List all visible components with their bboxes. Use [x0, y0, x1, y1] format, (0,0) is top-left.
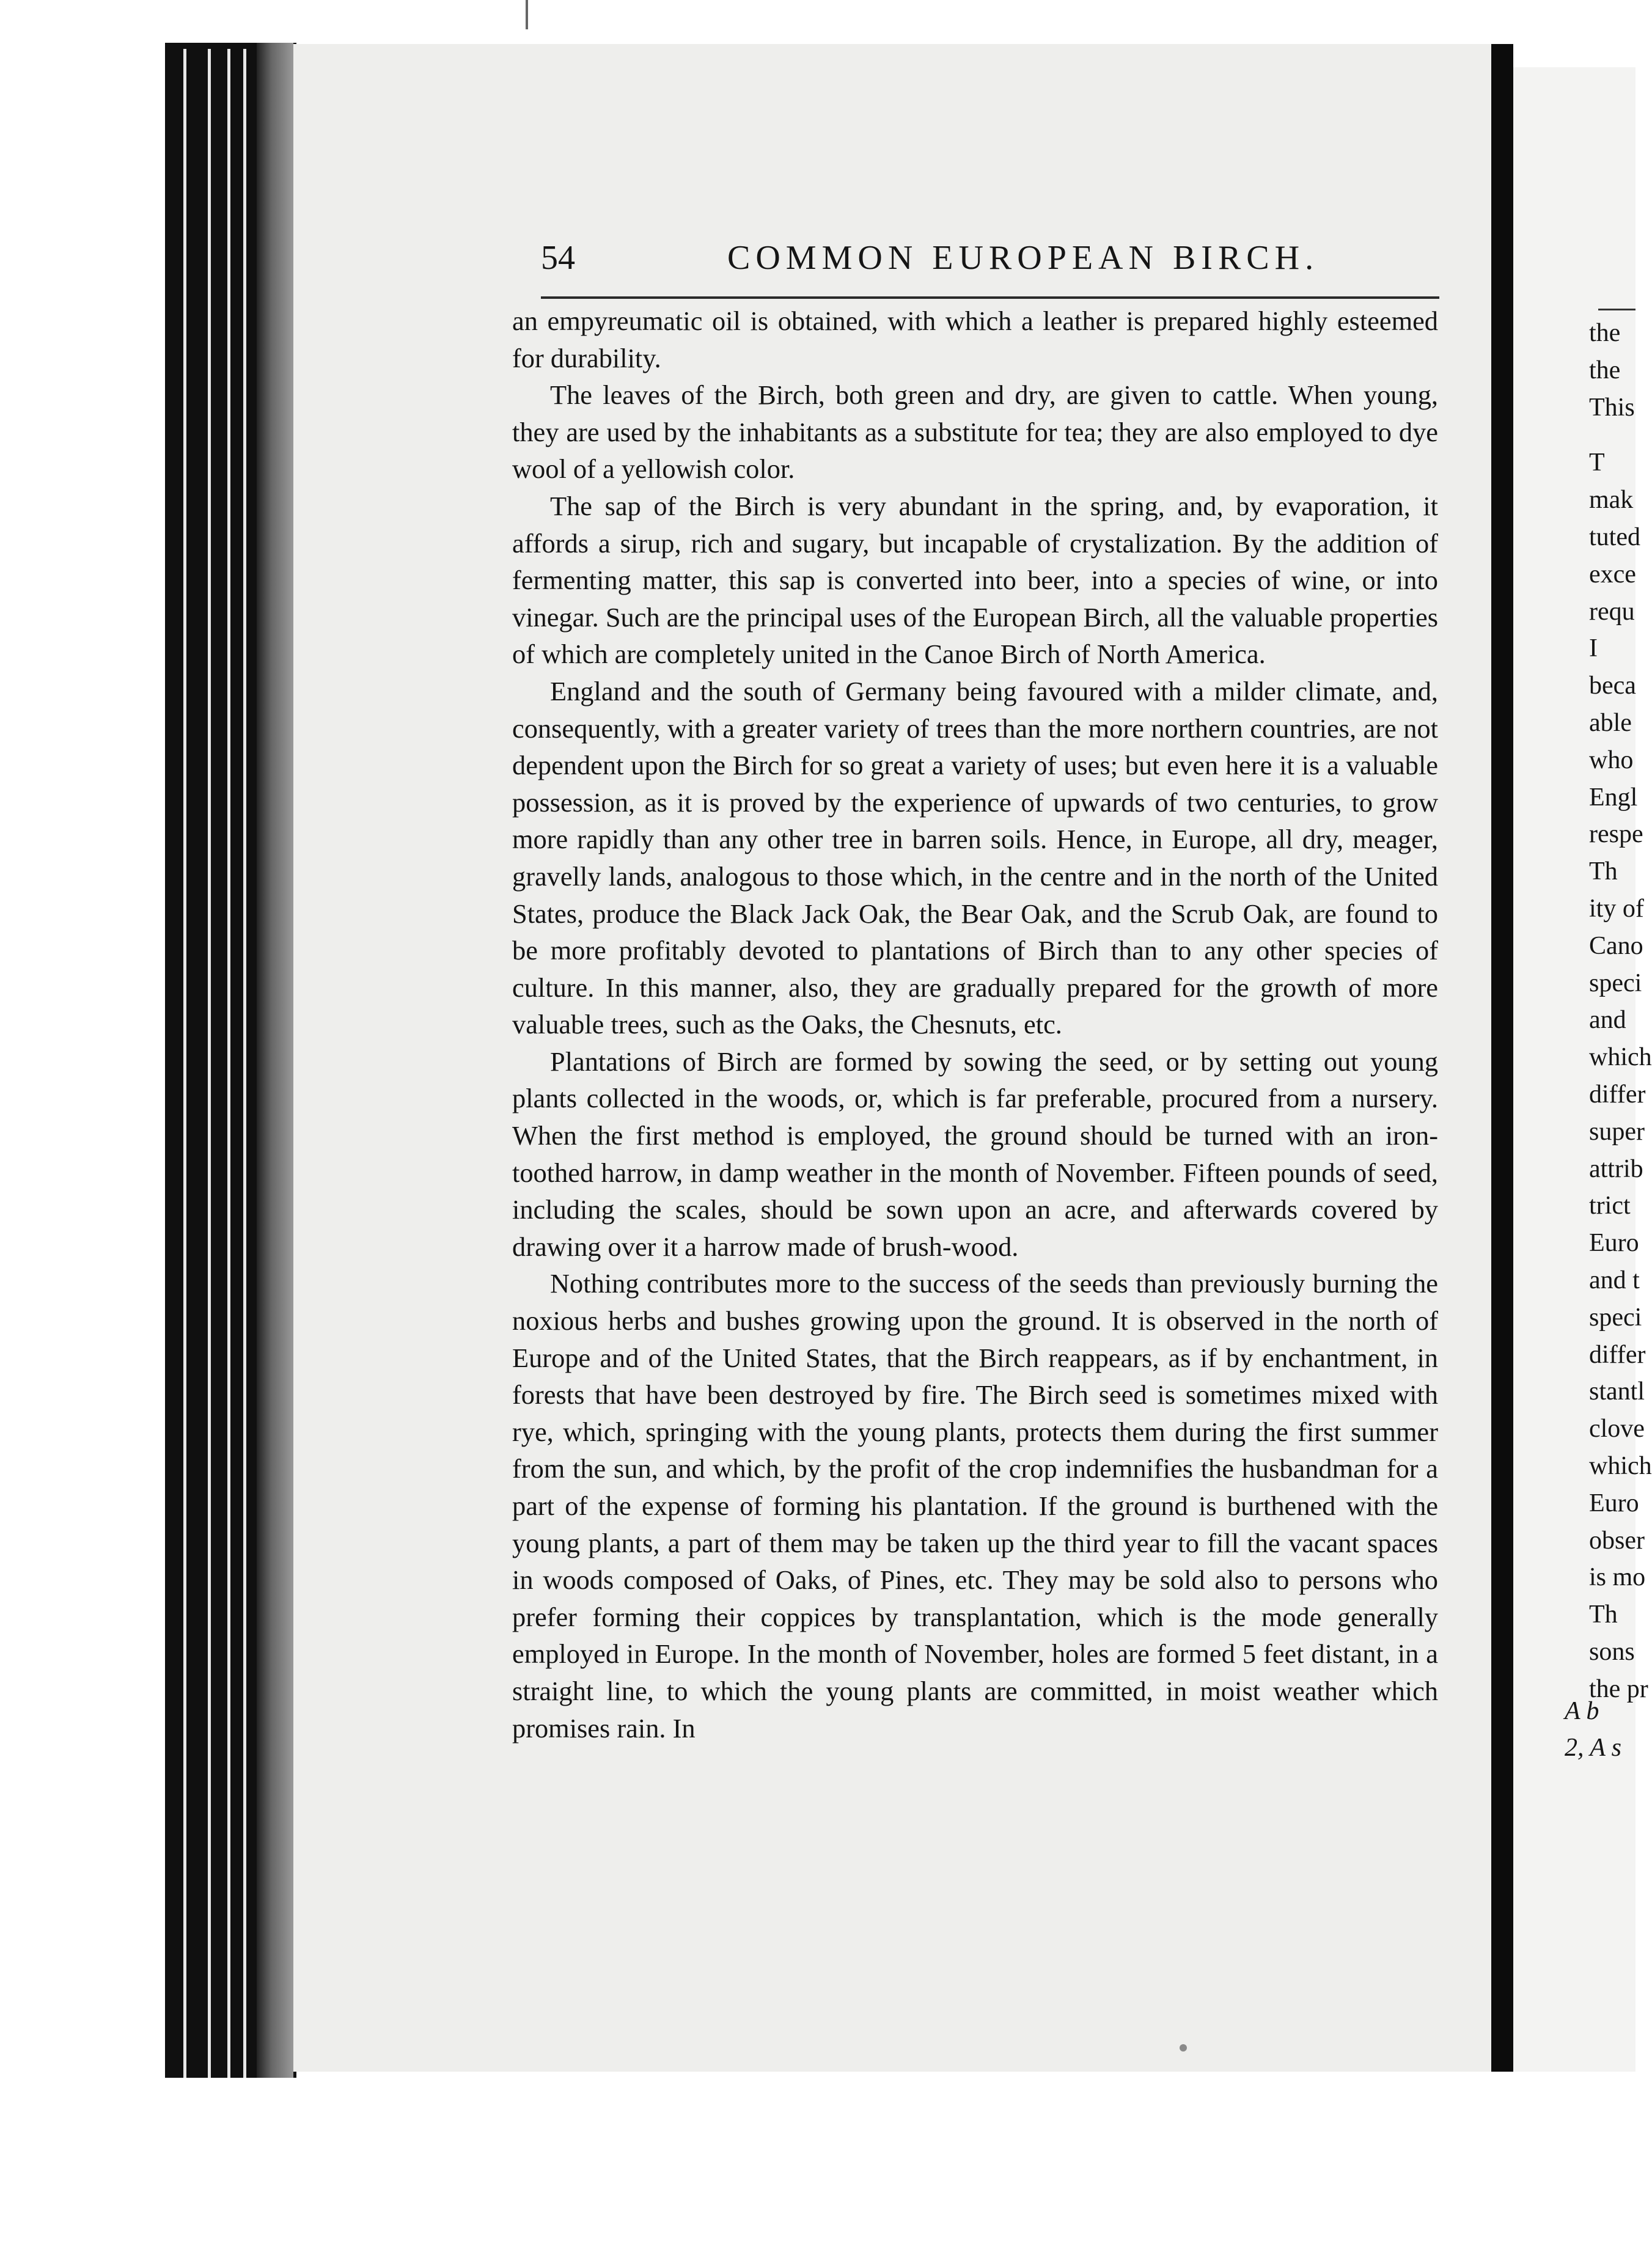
facing-page-line: Euro: [1589, 1489, 1639, 1517]
spine-edge-line: [183, 49, 186, 2078]
facing-page-line: attrib: [1589, 1154, 1643, 1183]
page-number: 54: [541, 239, 575, 277]
page-speck: [1180, 2044, 1187, 2052]
facing-page-line: mak: [1589, 486, 1634, 515]
facing-page-line: I: [1589, 634, 1598, 663]
facing-page-line: stantl: [1589, 1377, 1645, 1406]
facing-page-line: requ: [1589, 597, 1635, 626]
facing-page-caption-line: 2, A s: [1565, 1734, 1621, 1762]
facing-page-line: the pr: [1589, 1674, 1648, 1703]
facing-page-line: [1589, 426, 1635, 444]
paragraph: Plantations of Birch are formed by sowing the seed, or by setting out young plants collected in the woods, or, which is far preferable, procured from a nursery. When the first method is employed, the ground should be turned with an iron-toothed harrow, in damp weather in the month of November. Fifteen pounds of seed, including the scales, should be sown upon an acre, and afterwards covered by drawing over it a harrow made of brush-wood.: [512, 1046, 1438, 1262]
facing-page-line: differ: [1589, 1340, 1646, 1369]
facing-page-line: and t: [1589, 1266, 1640, 1294]
paragraph: The sap of the Birch is very abundant in the spring, and, by evaporation, it affords a sirup, rich and sugary, but incapable of crystalization. By the addition of fermenting matter, this sap is converted into beer, into a species of wine, or into vinegar. Such are the principal uses of the European Birch, all the valuable properties of which are completely united in the Canoe Birch of North America.: [512, 490, 1438, 670]
facing-page-caption-line: A b: [1565, 1697, 1599, 1725]
facing-page-line: super: [1589, 1117, 1645, 1146]
page-header: [541, 233, 1439, 282]
facing-page-line: clove: [1589, 1415, 1645, 1443]
spine-edge-line: [243, 49, 246, 2078]
facing-page-line: respe: [1589, 820, 1643, 849]
facing-page-rule: [1598, 309, 1635, 310]
facing-page-line: speci: [1589, 969, 1642, 997]
facing-page-line: the: [1589, 356, 1621, 384]
facing-page-line: which: [1589, 1043, 1652, 1072]
scan-edge-mark: [526, 0, 528, 29]
facing-page-line: sons: [1589, 1637, 1635, 1666]
paragraph: The leaves of the Birch, both green and dry, are given to cattle. When young, they are used by the inhabitants as a substitute for tea; they are also employed to dye wool of a yellowish color.: [512, 380, 1438, 485]
running-title: COMMON EUROPEAN BIRCH.: [727, 239, 1320, 277]
facing-page-line: able: [1589, 708, 1632, 737]
paragraph: Nothing contributes more to the success of the seeds than previously burning the noxious herbs and bushes growing upon the ground. It is observed in the north of Europe and of the United States, that the Birch reappears, as if by enchantment, in forests that have been destroyed by fire. The Birch seed is sometimes mixed with rye, which, springing with the young plants, protects them during the first summer from the sun, and which, by the profit of the crop indemnifies the husbandman for a part of the expense of forming his plantation. If the ground is burthened with the young plants, a part of them may be taken up the third year to fill the vacant spaces in woods composed of Oaks, of Pines, etc. They may be sold also to persons who prefer forming their coppices by transplantation, which is the mode generally employed in Europe. In the month of November, holes are formed 5 feet distant, in a straight line, to which the young plants are committed, in moist weather which promises rain. In: [512, 1268, 1438, 1744]
facing-page-line: This: [1589, 393, 1635, 422]
facing-page-line: T: [1589, 449, 1605, 477]
facing-page-caption: [1565, 1693, 1635, 1766]
facing-page-line: which: [1589, 1451, 1652, 1480]
spine-edge-line: [227, 49, 230, 2078]
facing-page-line: speci: [1589, 1303, 1642, 1332]
header-rule: [541, 296, 1439, 299]
page-edge-shadow: [257, 43, 293, 2078]
gutter-shadow: [1491, 44, 1513, 2072]
facing-page-line: and: [1589, 1006, 1626, 1035]
paragraph: an empyreumatic oil is obtained, with which a leather is prepared highly esteemed for durability.: [512, 306, 1438, 373]
facing-page-line: exce: [1589, 560, 1636, 588]
facing-page-line: Th: [1589, 857, 1618, 886]
facing-page-line: ity of: [1589, 894, 1644, 923]
facing-page-line: tuted: [1589, 522, 1640, 551]
facing-page-line: Cano: [1589, 931, 1643, 960]
facing-page-line: who: [1589, 746, 1634, 774]
facing-page-line: Th: [1589, 1601, 1618, 1629]
facing-page-line: Euro: [1589, 1229, 1639, 1258]
facing-page-line: Engl: [1589, 783, 1638, 812]
facing-page-line: differ: [1589, 1080, 1646, 1109]
facing-page-text: [1589, 315, 1652, 1707]
paragraph: England and the south of Germany being favoured with a milder climate, and, consequently, with a greater variety of trees than the more northern countries, are not dependent upon the Birch for so great a variety of uses; but even here it is a valuable possession, as it is proved by the experience of upwards of two centuries, to grow more rapidly than any other tree in barren soils. Hence, in Europe, all dry, meager, gravelly lands, analogous to those which, in the centre and in the north of the United States, produce the Black Jack Oak, the Bear Oak, and the Scrub Oak, are found to be more profitably devoted to plantations of Birch than to any other species of culture. In this manner, also, they are gradually prepared for the growth of more valuable trees, such as the Oaks, the Chesnuts, etc.: [512, 675, 1438, 1040]
facing-page-line: obser: [1589, 1526, 1645, 1555]
spine-edge-line: [208, 49, 211, 2078]
facing-page-line: is mo: [1589, 1563, 1646, 1592]
facing-page-line: beca: [1589, 672, 1636, 700]
facing-page-line: trict: [1589, 1192, 1631, 1220]
body-text: [512, 302, 1438, 1747]
facing-page-line: the: [1589, 319, 1621, 347]
